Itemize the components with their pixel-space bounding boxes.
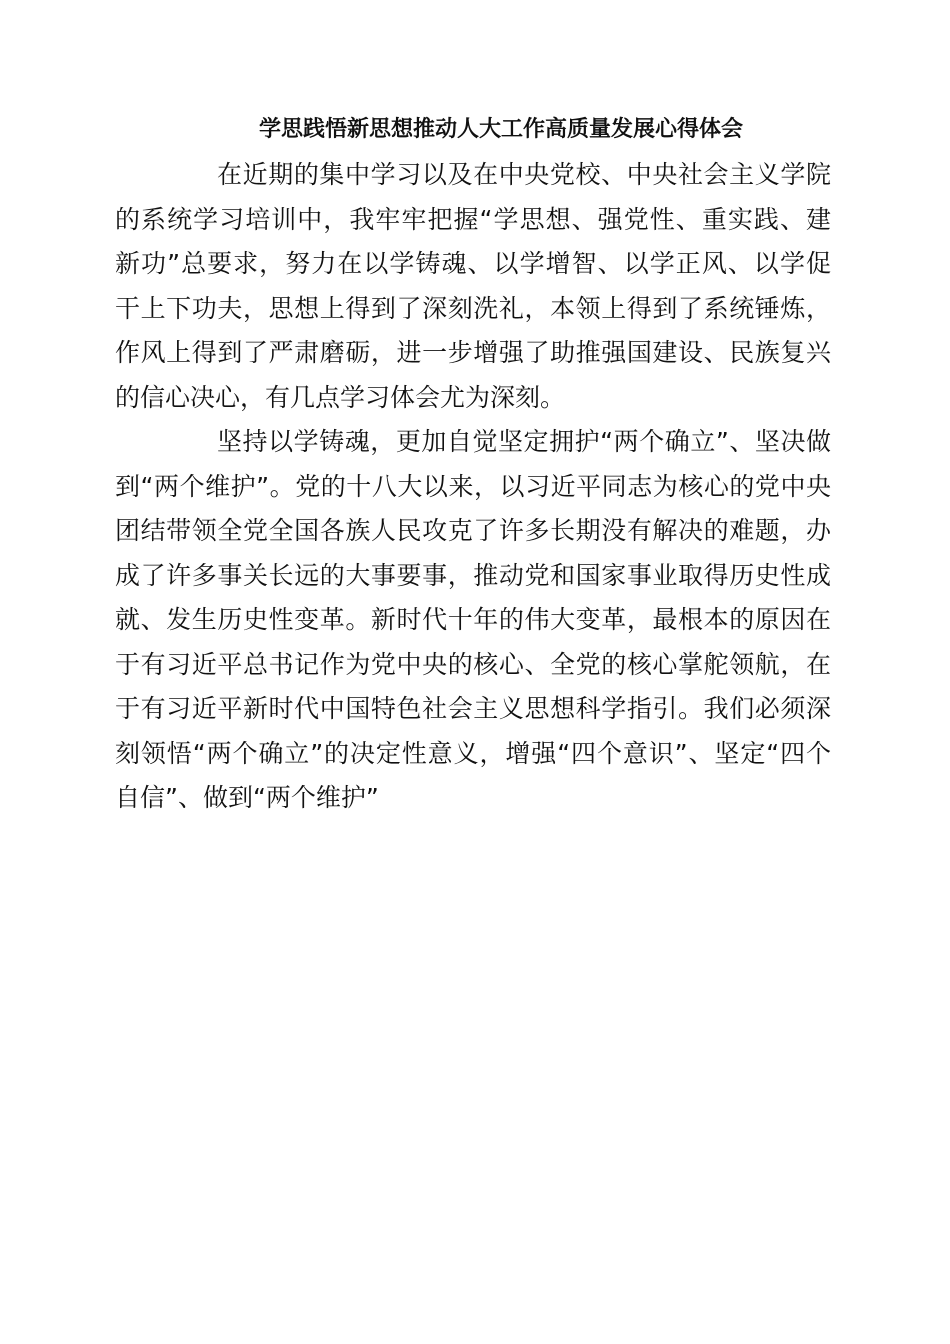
paragraph-1	[115, 153, 831, 420]
paragraph-1-line-2: 的系统学习培训中，我牢牢把握“学思想、强党性、重实践、建	[115, 204, 831, 234]
paragraph-1-line-3: 新功”总要求，努力在以学铸魂、以学增智、以学正风、以学促	[115, 249, 831, 278]
paragraph-1-line-4: 干上下功夫，思想上得到了深刻洗礼，本领上得到了系统锤炼，	[115, 293, 831, 323]
paragraph-2-line-6: 于有习近平总书记作为党中央的核心、全党的核心掌舵领航，在	[115, 649, 831, 679]
paragraph-2-line-2: 到“两个维护”。党的十八大以来，以习近平同志为核心的党中央	[115, 471, 831, 501]
paragraph-2-line-7: 于有习近平新时代中国特色社会主义思想科学指引。我们必须深	[115, 694, 831, 723]
paragraph-2-line-4: 成了许多事关长远的大事要事，推动党和国家事业取得历史性成	[115, 560, 831, 590]
paragraph-2-line-1: 坚持以学铸魂，更加自觉坚定拥护“两个确立”、坚决做	[217, 427, 831, 456]
paragraph-2-line-9: 自信”、做到“两个维护”	[115, 783, 379, 812]
paragraph-2-line-3: 团结带领全党全国各族人民攻克了许多长期没有解决的难题，办	[115, 516, 831, 545]
paragraph-2	[115, 420, 831, 821]
document-title: 学思践悟新思想推动人大工作高质量发展心得体会	[258, 117, 743, 142]
paragraph-2-line-5: 就、发生历史性变革。新时代十年的伟大变革，最根本的原因在	[115, 605, 831, 634]
paragraph-1-line-5: 作风上得到了严肃磨砺，进一步增强了助推强国建设、民族复兴	[115, 338, 831, 367]
paragraph-2-line-8: 刻领悟“两个确立”的决定性意义，增强“四个意识”、坚定“四个	[115, 738, 831, 768]
paragraph-1-line-6: 的信心决心，有几点学习体会尤为深刻。	[115, 382, 566, 412]
paragraph-1-line-1: 在近期的集中学习以及在中央党校、中央社会主义学院	[217, 160, 831, 189]
